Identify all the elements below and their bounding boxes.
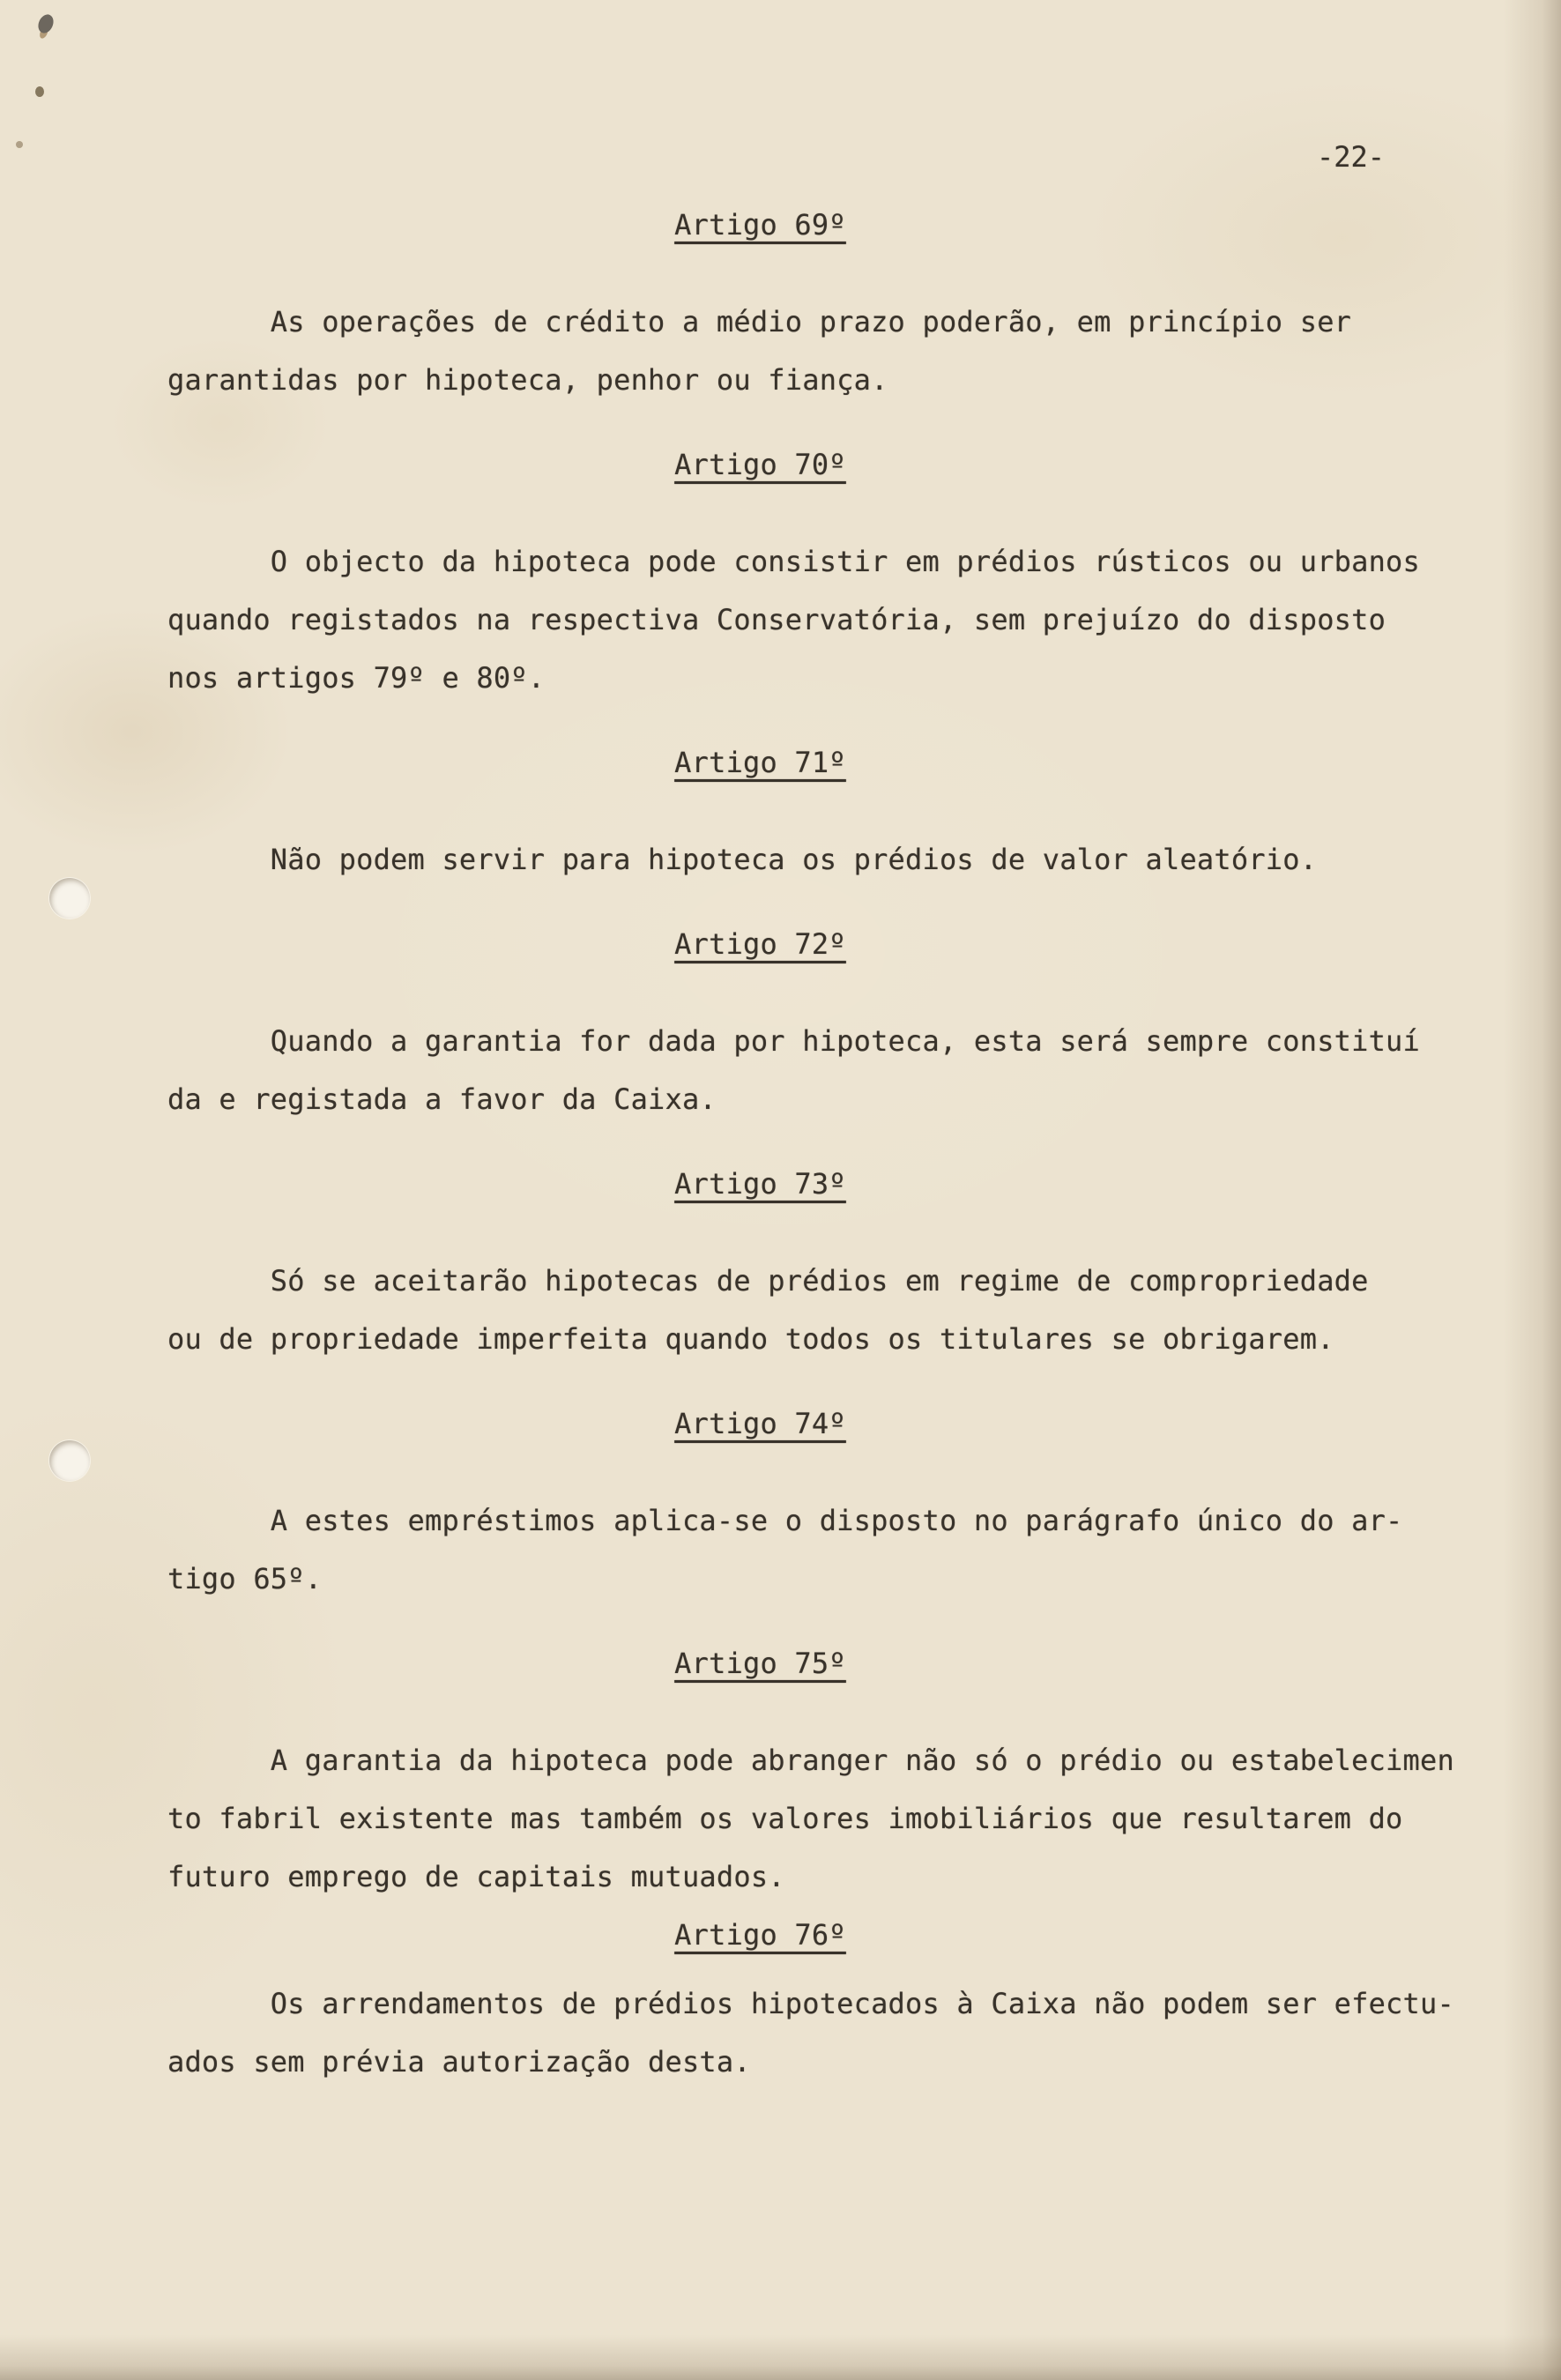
hole-punch <box>49 878 90 919</box>
article-heading: Artigo 76º <box>674 1918 846 1952</box>
article-heading: Artigo 69º <box>674 208 846 242</box>
article-section <box>167 1155 1490 1368</box>
article-body: Não podem servir para hipoteca os prédios de valor aleatório. <box>167 843 1318 876</box>
article-heading-row <box>167 733 1353 792</box>
rust-spot <box>16 141 23 148</box>
article-heading: Artigo 75º <box>674 1647 846 1680</box>
article-body: As operações de crédito a médio prazo poderão, em princípio ser garantidas por hipoteca, penhor ou fiança. <box>167 305 1352 397</box>
article-heading-row <box>167 915 1353 973</box>
article-section <box>167 1395 1490 1608</box>
article-section <box>167 435 1490 707</box>
article-heading-row <box>167 435 1353 494</box>
article-heading: Artigo 73º <box>674 1167 846 1201</box>
document-content <box>167 0 1490 2091</box>
page-number: -22- <box>1316 140 1385 174</box>
article-section <box>167 1634 1490 1906</box>
article-heading-row <box>167 1634 1353 1692</box>
article-body: O objecto da hipoteca pode consistir em prédios rústicos ou urbanos quando registados na respectiva Conservatória, sem prejuízo do disposto nos artigos 79º e 80º. <box>167 545 1420 695</box>
staple-mark <box>35 12 56 36</box>
article-heading-row <box>167 1155 1353 1213</box>
article-heading-row <box>167 1395 1353 1453</box>
staple-mark <box>35 86 44 97</box>
article-body: Os arrendamentos de prédios hipotecados à Caixa não podem ser efectu- ados sem prévia autorização desta. <box>167 1987 1454 2079</box>
article-heading-row <box>167 196 1353 254</box>
article-body: Quando a garantia for dada por hipoteca, esta será sempre constituí da e registada a favor da Caixa. <box>167 1024 1420 1116</box>
article-body: A garantia da hipoteca pode abranger não só o prédio ou estabelecimen to fabril existente mas também os valores imobiliários que resultarem do futuro emprego de capitais mutuados. <box>167 1744 1454 1893</box>
article-heading: Artigo 72º <box>674 927 846 961</box>
article-section <box>167 196 1490 409</box>
article-heading-row <box>167 1906 1353 1964</box>
article-heading: Artigo 71º <box>674 746 846 779</box>
article-section <box>167 733 1490 889</box>
article-section <box>167 1906 1490 2091</box>
article-section <box>167 915 1490 1128</box>
article-body: A estes empréstimos aplica-se o disposto no parágrafo único do ar- tigo 65º. <box>167 1504 1403 1595</box>
article-heading: Artigo 74º <box>674 1407 846 1440</box>
hole-punch <box>49 1440 90 1481</box>
article-heading: Artigo 70º <box>674 448 846 481</box>
article-body: Só se aceitarão hipotecas de prédios em regime de compropriedade ou de propriedade imperfeita quando todos os titulares se obrigarem. <box>167 1264 1369 1356</box>
